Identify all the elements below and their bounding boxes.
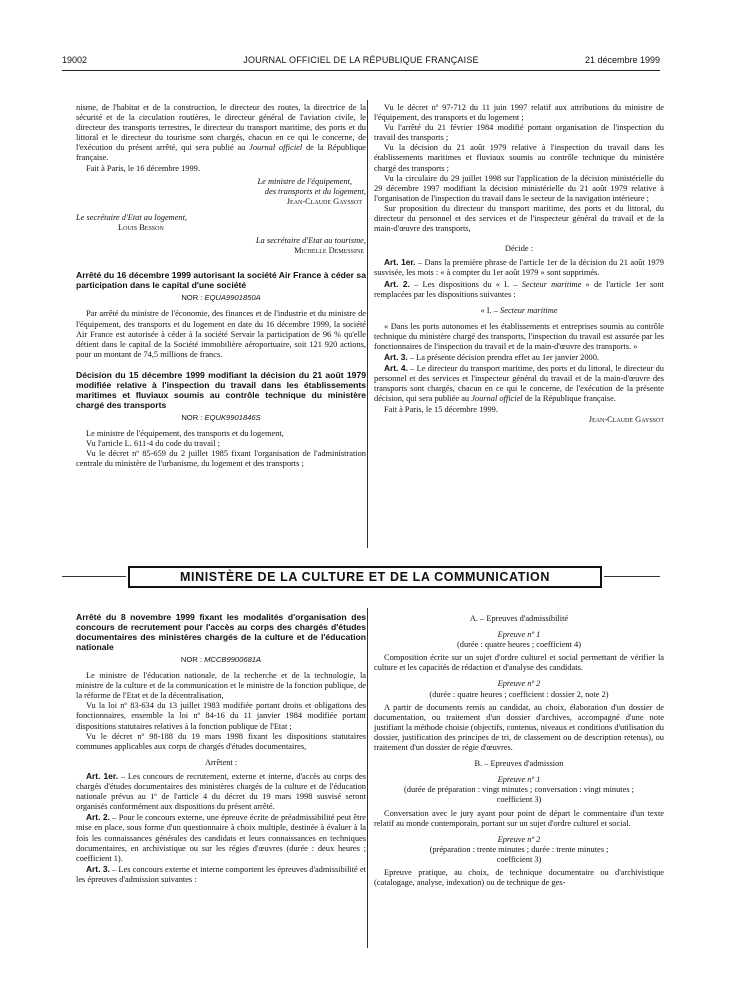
admission-epreuve-1-title: Epreuve nº 1 [497,775,541,785]
arrete-concours-ministers: Le ministre de l'éducation nationale, de la recherche et de la technologie, la ministre de la culture et de la communication et le ministre de la fonction publique, de la réforme de l'Etat et de la décentralisation, [76,671,366,701]
decision-article-3: Art. 3. – La présente décision prendra effet au 1er janvier 2000. [384,352,599,363]
vu-decision-1979: Vu la décision du 21 août 1979 relative à l'inspection du travail dans les établissements maritimes et fluviaux soumis au contrôle technique du ministère chargé des transports ; [374,143,664,173]
admission-epreuve-2-meta-1: (préparation : trente minutes ; durée : trente minutes ; [429,844,609,854]
tourism-signature: Michelle Demessine [294,246,364,256]
arrete-concours-nor: NOR : MCCB9900681A [180,655,262,664]
quoted-provision: « Dans les ports autonomes et les établissements et entreprises soumis au contrôle technique du ministère chargé des transports, l'inspection du travail est assurée par les fonctionnaires de l'inspection du travail et de la main-d'œuvre des transports. » [374,321,664,351]
admission-heading: B. – Epreuves d'admission [474,759,564,769]
admission-epreuve-1-text: Conversation avec le jury ayant pour point de départ le commentaire d'un texte relatif au monde contemporain, portant sur un sujet d'ordre culturel et social. [374,808,664,828]
decision-signature: Jean-Claude Gayssot [588,414,664,424]
left-column-top [76,103,366,469]
decision-vu-code: Vu l'article L. 611-4 du code du travail ; [86,439,220,449]
vu-loi-83-634: Vu la loi nº 83-634 du 13 juillet 1983 modifiée portant droits et obligations des fonctionnaires, ensemble la loi nº 84-16 du 11 janvier 1984 modifiée portant dispositions statutaires relatives à la fonction publique de l'Etat ; [76,701,366,731]
vu-decret-98-188: Vu le décret nº 98-188 du 19 mars 1998 fixant les dispositions statutaires communes applicables aux corps de chargés d'études documentaires, [76,731,366,751]
decision-vu-decret-85: Vu le décret nº 85-659 du 2 juillet 1985 fixant l'organisation de l'administration centrale du ministère de l'urbanisme, du logement et des transports ; [76,449,366,469]
concours-article-2: Art. 2. – Pour le concours externe, une épreuve écrite de préadmissibilité peut être mise en place, sous forme d'un questionnaire à choix multiple, destinée à évaluer à la fois les connaissances générales des candidats et leurs connaissances en techniques documentaires, en archivistique ou sur les régies d'œuvres (durée : deux heures ; coefficient 1). [76,812,366,863]
minister-title-1: Le ministre de l'équipement, [257,176,352,186]
decide-heading: Décide : [504,244,534,254]
tourism-title: La secrétaire d'Etat au tourisme, [255,236,366,246]
admission-epreuve-2-meta-2: coefficient 3) [496,854,542,864]
admission-epreuve-2-title: Epreuve nº 2 [497,834,541,844]
admission-epreuve-1-meta-1: (durée de préparation : vingt minutes ; conversation : vingt minutes ; [403,785,635,795]
admission-epreuve-2-text: Epreuve pratique, au choix, de technique documentaire ou d'archivistique (catalogage, analyse, indexation) ou de technique de ges- [374,867,664,888]
decision-article-4: Art. 4. – Le directeur du transport maritime, des ports et du littoral, le directeur du personnel et des services et l'inspecteur général du travail et de la main-d'œuvre des transports sont chargés, chacun en ce qui le concerne, de l'exécution de la présente décision, qui sera publiée au Journal officiel de la République française. [374,363,664,404]
continuation-paragraph: nisme, de l'habitat et de la construction, le directeur des routes, la directrice de la sécurité et de la circulation routières, le directeur général de l'aviation civile, le directeur des transports terrestres, le directeur du transport maritime, des ports et du littoral et le directeur du tourisme sont chargés, chacun en ce qui le concerne, de l'exécution du présent arrêté, qui sera publié au Journal officiel de la République française. [76,103,366,163]
concours-article-3: Art. 3. – Les concours externe et interne comportent les épreuves d'admissibilité et les épreuves d'admission suivantes : [76,863,366,884]
arretent-heading: Arrêtent : [204,757,238,767]
admissibilite-epreuve-2-text: A partir de documents remis au candidat, au choix, élaboration d'un dossier de documentation, ou traitement d'un dossier d'archives, accompagné d'une note justifiant la méthode choisie (objectifs, contenus, niveaux et conditions d'utilisation du dossier, justification des principes de tri, de classement ou de description retenus), ou traitement d'un dossier de régie d'œuvres. [374,702,664,753]
decision-article-1: Art. 1er. – Dans la première phrase de l'article 1er de la décision du 21 août 1979 susvisée, les mots : « à compter du 1er août 1979 » sont supprimés. [374,257,664,278]
concours-article-1: Art. 1er. – Les concours de recrutement, externe et interne, d'accès au corps des chargés d'études documentaires des ministères chargés de la culture et de l'éducation nationale prévus au 1º de l'article 4 du décret du 19 mars 1998 susvisé seront organisés conformément aux dispositions du présent arrêté. [76,770,366,812]
admission-epreuve-1-meta-2: coefficient 3) [496,795,542,805]
admissibilite-heading: A. – Epreuves d'admissibilité [469,614,569,623]
vu-arrete-1984: Vu l'arrêté du 21 février 1984 modifié portant organisation de l'inspection du travail des transports ; [374,123,664,143]
minister-title-2: des transports et du logement, [264,186,366,196]
minister-signature: Jean-Claude Gayssot [286,196,362,206]
header-rule [62,70,660,71]
column-divider-top [367,100,368,548]
vu-decret-97: Vu le décret nº 97-712 du 11 juin 1997 relatif aux attributions du ministre de l'équipement, des transports et du logement ; [374,103,664,123]
decision-inspection-title: Décision du 15 décembre 1999 modifiant la décision du 21 août 1979 modifiée relative à l'inspection du travail dans les établissements maritimes et fluviaux soumis au contrôle technique du ministère chargé des transports [76,369,366,410]
secretary-title: Le secrétaire d'Etat au logement, [76,212,188,222]
left-column-bottom [76,612,366,885]
admissibilite-epreuve-2-title: Epreuve nº 2 [497,679,541,689]
right-column-top [374,103,664,425]
decision-article-2: Art. 2. – Les dispositions du « I. – Secteur maritime » de l'article 1er sont remplacées par les dispositions suivantes : [374,278,664,299]
arrete-air-france-nor: NOR : EQUA9901850A [181,293,261,303]
page-number: 19002 [62,55,88,65]
admissibilite-epreuve-1-title: Epreuve nº 1 [497,630,541,640]
arrete-concours-title: Arrêté du 8 novembre 1999 fixant les modalités d'organisation des concours de recrutement pour l'accès au corps des chargés d'études documentaires des ministères chargés de la culture et de l'éducation nationale [76,612,366,652]
sur-proposition: Sur proposition du directeur du transport maritime, des ports et du littoral, du directeur du personnel et des services et de l'inspecteur général du travail et de la main-d'œuvre des transports, [374,203,664,234]
column-divider-bottom [367,608,368,948]
ministry-banner: MINISTÈRE DE LA CULTURE ET DE LA COMMUNICATION [128,566,602,588]
secretary-signature: Louis Besson [118,223,164,233]
banner-line-right [604,576,660,577]
vu-circulaire-1998: Vu la circulaire du 29 juillet 1998 sur l'application de la décision ministérielle du 29 décembre 1997 modifiant la décision ministérielle du 21 août 1979 relative à l'organisation de l'inspection du travail dans le secteur de la navigation intérieure ; [374,173,664,203]
arrete-air-france-body: Par arrêté du ministre de l'économie, des finances et de l'industrie et du ministre de l'équipement, des transports et du logement en date du 16 décembre 1999, la société Air France est autorisée à céder à la société Servair la participation de 96 % qu'elle détient dans le capital de la Société immobilière aéroportuaire, soit 121 920 actions, pour un montant de 74,5 millions de francs. [76,309,366,359]
right-column-bottom [374,614,664,888]
secteur-maritime-heading: « I. – Secteur maritime [480,305,558,315]
admissibilite-epreuve-2-meta: (durée : quatre heures ; coefficient : dossier 2, note 2) [429,689,609,699]
journal-title: JOURNAL OFFICIEL DE LA RÉPUBLIQUE FRANÇAISE [243,55,479,65]
decision-done-at-paris: Fait à Paris, le 15 décembre 1999. [384,404,498,414]
done-at-paris: Fait à Paris, le 16 décembre 1999. [86,163,200,173]
admissibilite-epreuve-1-text: Composition écrite sur un sujet d'ordre culturel et social permettant de vérifier la culture et les capacités de rédaction et d'analyse des candidats. [374,653,664,673]
decision-minister-intro: Le ministre de l'équipement, des transports et du logement, [86,428,284,438]
admissibilite-epreuve-1-meta: (durée : quatre heures ; coefficient 4) [456,640,581,650]
banner-line-left [62,576,126,577]
arrete-air-france-title: Arrêté du 16 décembre 1999 autorisant la société Air France à céder sa participation dans le capital d'une société [76,270,366,291]
decision-inspection-nor: NOR : EQUK9901846S [181,412,261,422]
issue-date: 21 décembre 1999 [584,55,660,65]
running-header [62,55,660,69]
